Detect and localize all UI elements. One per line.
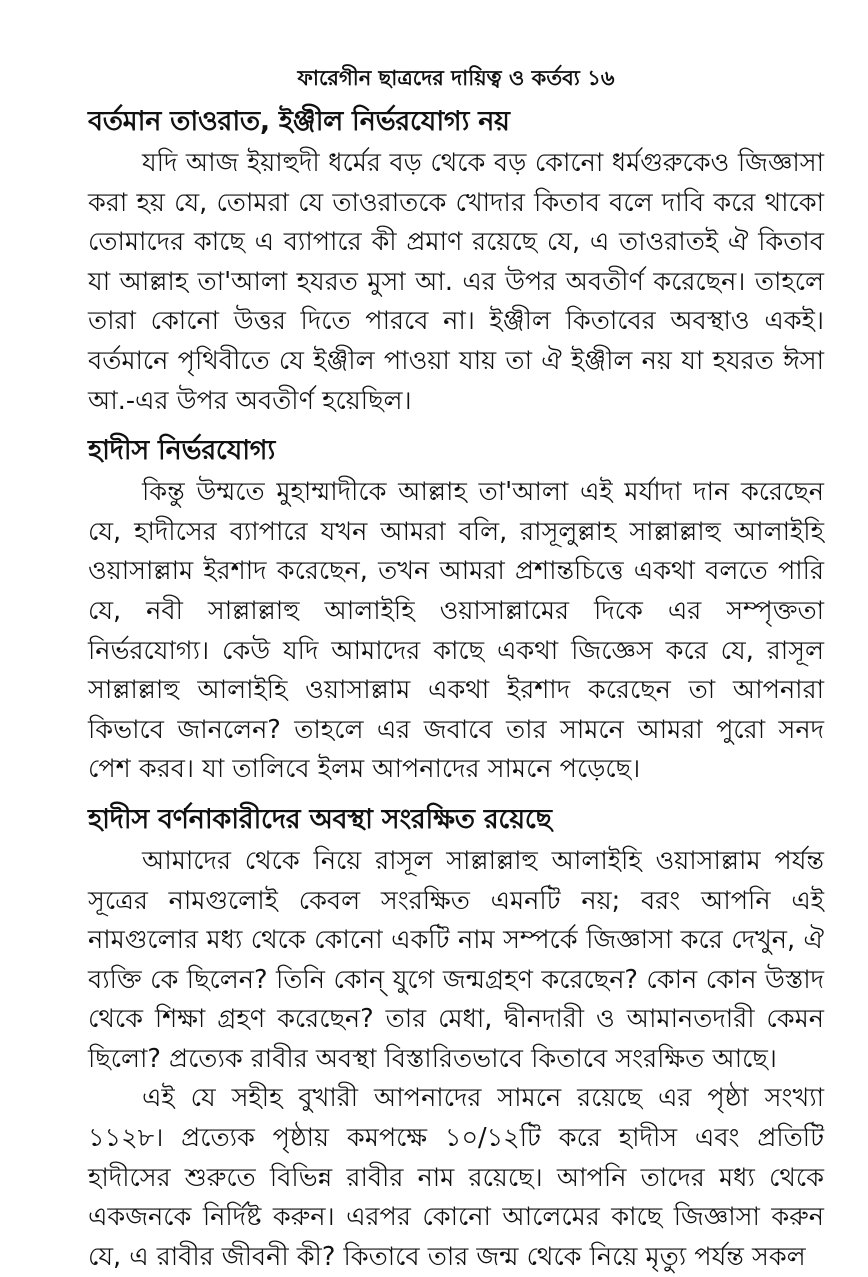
paragraph: যদি আজ ইয়াহুদী ধর্মের বড় থেকে বড় কোনো ধর্মগুরুকেও জিজ্ঞাসা করা হয় যে, তোমরা যে তাওরাতকে খোদার কিতাব বলে দাবি করে থাকো তোমাদের কাছে এ ব্যাপারে কী প্রমাণ রয়েছে যে, এ তাওরাতই ঐ কিতাব যা আল্লাহ তা'আলা হযরত মুসা আ. এর উপর অবতীর্ণ করেছেন। তাহলে তারা কোনো উত্তর দিতে পারবে না। ইঞ্জীল কিতাবের অবস্থাও একই। বর্তমানে পৃথিবীতে যে ইঞ্জীল পাওয়া যায় তা ঐ ইঞ্জীল নয় যা হযরত ঈসা আ.-এর উপর অবতীর্ণ হয়েছিল। xyxy=(88,148,824,416)
paragraph: কিন্তু উম্মতে মুহাম্মাদীকে আল্লাহ তা'আলা এই মর্যাদা দান করেছেন যে, হাদীসের ব্যাপারে যখন আমরা বলি, রাসূলুল্লাহ সাল্লাল্লাহু আলাইহি ওয়াসাল্লাম ইরশাদ করেছেন, তখন আমরা প্রশান্তচিত্তে একথা বলতে পারি যে, নবী সাল্লাল্লাহু আলাইহি ওয়াসাল্লামের দিকে এর সম্পৃক্ততা নির্ভরযোগ্য। কেউ যদি আমাদের কাছে একথা জিজ্ঞেস করে যে, রাসূল সাল্লাল্লাহু আলাইহি ওয়াসাল্লাম একথা ইরশাদ করেছেন তা আপনারা কিভাবে জানলেন? তাহলে এর জবাবে তার সামনে আমরা পুরো সনদ পেশ করব। যা তালিবে ইলম আপনাদের সামনে পড়েছে। xyxy=(88,477,824,785)
section-spacer xyxy=(88,790,824,798)
section-3 xyxy=(88,798,824,1277)
paragraph: এই যে সহীহ বুখারী আপনাদের সামনে রয়েছে এর পৃষ্ঠা সংখ্যা ১১২৮। প্রত্যেক পৃষ্ঠায় কমপক্ষে ১০/১২টি করে হাদীস এবং প্রতিটি হাদীসের শুরুতে বিভিন্ন রাবীর নাম রয়েছে। আপনি তাদের মধ্য থেকে একজনকে নির্দিষ্ট করুন। এরপর কোনো আলেমের কাছে জিজ্ঞাসা করুন যে, এ রাবীর জীবনী কী? কিতাবে তার জন্ম থেকে নিয়ে মৃত্যু পর্যন্ত সকল xyxy=(88,1083,824,1272)
section-heading: বর্তমান তাওরাত, ইঞ্জীল নির্ভরযোগ্য নয় xyxy=(88,106,510,137)
section-spacer xyxy=(88,421,824,429)
section-2 xyxy=(88,429,824,790)
section-heading: হাদীস নির্ভরযোগ্য xyxy=(88,435,276,467)
section-1 xyxy=(88,100,824,421)
section-heading: হাদীস বর্ণনাকারীদের অবস্থা সংরক্ষিত রয়েছে xyxy=(88,803,552,835)
running-header: ফারেগীন ছাত্রদের দায়িত্ব ও কর্তব্য ১৬ xyxy=(297,66,615,90)
paragraph: আমাদের থেকে নিয়ে রাসূল সাল্লাল্লাহু আলাইহি ওয়াসাল্লাম পর্যন্ত সূত্রের নামগুলোই কেবল সংরক্ষিত এমনটি নয়; বরং আপনি এই নামগুলোর মধ্য থেকে কোনো একটি নাম সম্পর্কে জিজ্ঞাসা করে দেখুন, ঐ ব্যক্তি কে ছিলেন? তিনি কোন্ যুগে জন্মগ্রহণ করেছেন? কোন কোন উস্তাদ থেকে শিক্ষা গ্রহণ করেছেন? তার মেধা, দ্বীনদারী ও আমানতদারী কেমন ছিলো? প্রত্যেক রাবীর অবস্থা বিস্তারিতভাবে কিতাবে সংরক্ষিত আছে। xyxy=(88,845,824,1074)
